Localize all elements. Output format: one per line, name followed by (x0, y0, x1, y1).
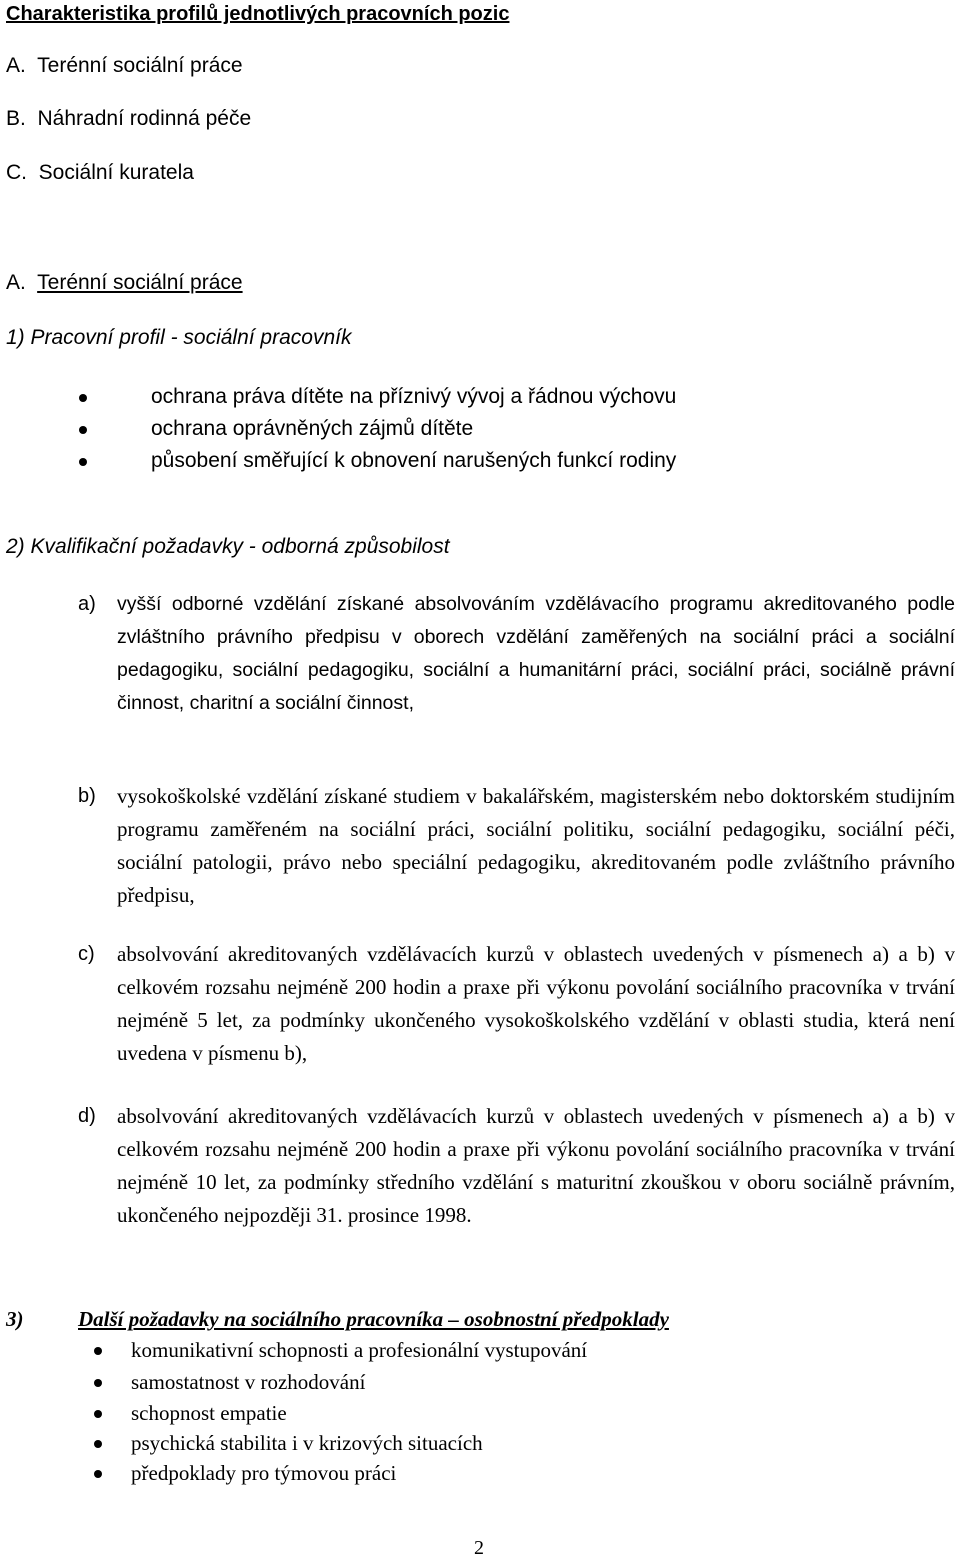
further-item: schopnost empatie (131, 1401, 287, 1425)
bullet-icon (79, 458, 87, 466)
toc-item-a (6, 53, 243, 78)
toc-marker: C. (6, 161, 27, 184)
qual-item-text: vyšší odborné vzdělání získané absolvováním vzdělávacího programu akreditovaného podle zvláštního právního předpisu v oborech vzdělání zaměřených na sociální práci a sociální pedagogiku, sociální pedagogiku, sociální a humanitární práci, sociální práci, sociálně právní činnost, charitní a sociální činnost, (117, 593, 955, 714)
qual-item-text: absolvování akreditovaných vzdělávacích kurzů v oblastech uvedených v písmenech a) a b) v celkovém rozsahu nejméně 200 hodin a praxe při výkonu povolání sociálního pracovníka v trvání nejméně 10 let, za podmínky středního vzdělání s maturitní zkouškou v oboru sociálně právním, ukončeného nejpozději 31. prosince 1998. (117, 1104, 955, 1227)
section-marker: A. (6, 271, 26, 294)
bullet-icon (79, 394, 87, 402)
toc-item-b (6, 106, 251, 131)
toc-marker: A. (6, 54, 26, 77)
qual-marker: c) (78, 943, 95, 965)
bullet-icon (94, 1410, 102, 1418)
profile-heading: 1) Pracovní profil - sociální pracovník (6, 326, 352, 349)
page-number: 2 (474, 1537, 484, 1559)
qual-marker: d) (78, 1105, 96, 1127)
section-a-heading (6, 270, 243, 295)
toc-item-c (6, 160, 194, 185)
profile-item: působení směřující k obnovení narušených funkcí rodiny (151, 449, 677, 472)
further-marker: 3) (6, 1307, 24, 1331)
qualification-heading: 2) Kvalifikační požadavky - odborná způsobilost (6, 535, 450, 558)
toc-text: Sociální kuratela (38, 161, 194, 184)
toc-text: Náhradní rodinná péče (37, 107, 252, 130)
further-heading: Další požadavky na sociálního pracovníka – osobnostní předpoklady (78, 1307, 669, 1331)
qual-marker: a) (78, 593, 96, 615)
qual-marker: b) (78, 785, 96, 807)
toc-text: Terénní sociální práce (37, 54, 243, 77)
further-item: předpoklady pro týmovou práci (131, 1461, 397, 1485)
qual-item-text: vysokoškolské vzdělání získané studiem v bakalářském, magisterském nebo doktorském studijním programu zaměřeném na sociální práci, sociální politiku, sociální pedagogiku, sociální péči, sociální patologii, právo nebo speciální pedagogiku, akreditovaném podle zvláštního právního předpisu, (117, 784, 955, 907)
bullet-icon (94, 1440, 102, 1448)
further-item: samostatnost v rozhodování (131, 1370, 366, 1394)
bullet-icon (94, 1347, 102, 1355)
profile-item: ochrana práva dítěte na příznivý vývoj a řádnou výchovu (151, 385, 677, 408)
further-item: psychická stabilita i v krizových situacích (131, 1431, 483, 1455)
bullet-icon (94, 1379, 102, 1387)
bullet-icon (94, 1470, 102, 1478)
toc-marker: B. (6, 107, 26, 130)
section-heading-text: Terénní sociální práce (37, 271, 243, 294)
document-title: Charakteristika profilů jednotlivých pracovních pozic (6, 3, 510, 25)
qual-item-text: absolvování akreditovaných vzdělávacích kurzů v oblastech uvedených v písmenech a) a b) v celkovém rozsahu nejméně 200 hodin a praxe při výkonu povolání sociálního pracovníka v trvání nejméně 5 let, za podmínky ukončeného vysokoškolského vzdělání v oblasti studia, která není uvedena v písmenu b), (117, 942, 955, 1065)
bullet-icon (79, 426, 87, 434)
profile-item: ochrana oprávněných zájmů dítěte (151, 417, 474, 440)
further-item: komunikativní schopnosti a profesionální vystupování (131, 1338, 588, 1362)
